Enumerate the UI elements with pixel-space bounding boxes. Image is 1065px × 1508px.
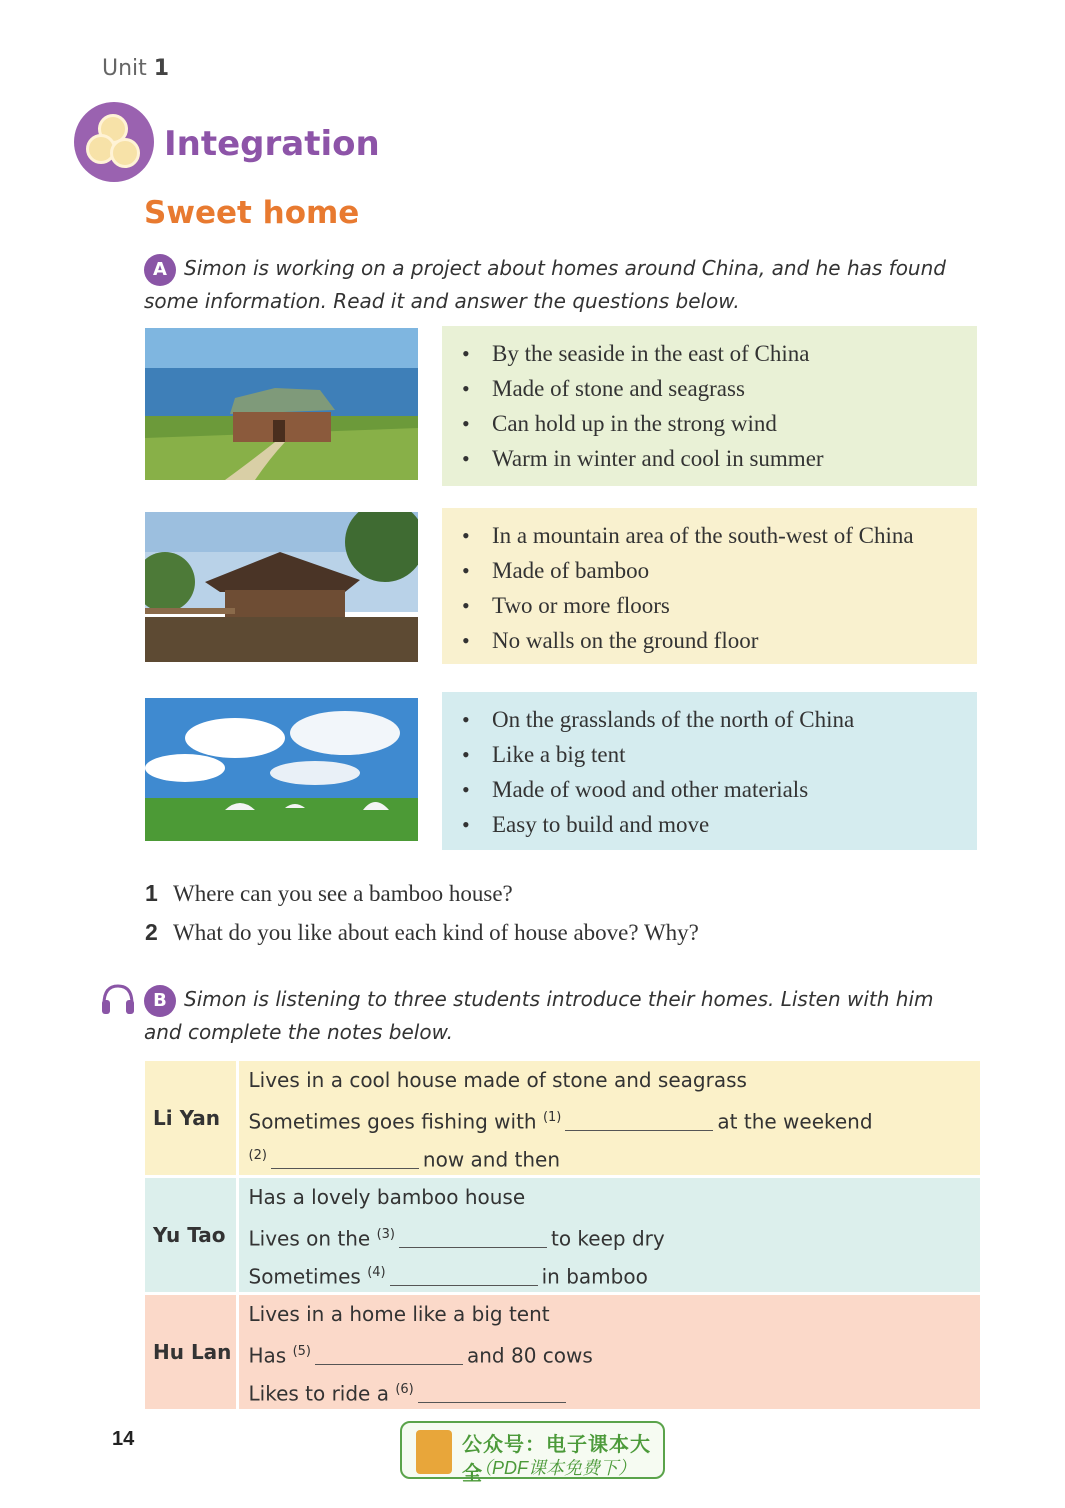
stone-house-photo [145, 328, 418, 480]
bamboo-house-notes [442, 508, 977, 664]
yurt-photo [145, 698, 418, 841]
answer-blank[interactable] [399, 1226, 547, 1248]
yurt-notes [442, 692, 977, 850]
bamboo-house-photo [145, 512, 418, 662]
part-a-instruction: A Simon is working on a project about homes around China, and he has found some information. Read it and answer the questions below. [144, 253, 974, 316]
fact-item: • Made of stone and seagrass [462, 371, 959, 406]
part-b-badge: B [144, 985, 176, 1017]
book-icon [416, 1430, 452, 1474]
fact-item: • Two or more floors [462, 588, 959, 623]
page-number: 14 [112, 1428, 135, 1450]
sub-title: Sweet home [144, 195, 360, 231]
student-name: Hu Lan [145, 1295, 237, 1409]
fact-item: • Easy to build and move [462, 807, 959, 842]
answer-blank[interactable] [271, 1147, 419, 1169]
fact-item: • No walls on the ground floor [462, 623, 959, 658]
answer-blank[interactable] [418, 1381, 566, 1403]
table-row: Hu Lan Lives in a home like a big tent Has $^{(5)}$ and 80 cows Likes to ride a $^{(6)}$ [145, 1295, 980, 1409]
part-b-instruction: B Simon is listening to three students introduce their homes. Listen with him and complete the notes below. [144, 984, 974, 1047]
answer-blank[interactable] [315, 1343, 463, 1365]
questions-list [145, 874, 699, 952]
fact-item: • Can hold up in the strong wind [462, 406, 959, 441]
listening-notes-table [145, 1061, 980, 1409]
answer-blank[interactable] [390, 1264, 538, 1286]
question-item: 1 Where can you see a bamboo house? [145, 880, 513, 906]
fact-item: • Warm in winter and cool in summer [462, 441, 959, 476]
part-a-badge: A [144, 254, 176, 286]
question-item: 2 What do you like about each kind of house above? Why? [145, 919, 699, 945]
student-name: Li Yan [145, 1061, 237, 1175]
integration-logo-icon [74, 102, 154, 182]
watermark-banner: 公众号：电子课本大全 （PDF课本免费下） [400, 1421, 665, 1479]
table-row: Li Yan Lives in a cool house made of stone and seagrass Sometimes goes fishing with $^{(1)}$ at the weekend $^{(2)}$ now and then [145, 1061, 980, 1175]
fact-item: • Like a big tent [462, 737, 959, 772]
fact-item: • By the seaside in the east of China [462, 336, 959, 371]
fact-item: • Made of wood and other materials [462, 772, 959, 807]
student-name: Yu Tao [145, 1178, 237, 1292]
answer-blank[interactable] [565, 1109, 713, 1131]
fact-item: • In a mountain area of the south-west of China [462, 518, 959, 553]
stone-house-notes [442, 326, 977, 486]
fact-item: • Made of bamboo [462, 553, 959, 588]
unit-label: Unit 1 [102, 56, 170, 81]
table-row: Yu Tao Has a lovely bamboo house Lives on the $^{(3)}$ to keep dry Sometimes $^{(4)}$ in bamboo [145, 1178, 980, 1292]
section-title: Integration [164, 124, 380, 164]
fact-item: • On the grasslands of the north of China [462, 702, 959, 737]
headphones-icon [100, 982, 136, 1016]
